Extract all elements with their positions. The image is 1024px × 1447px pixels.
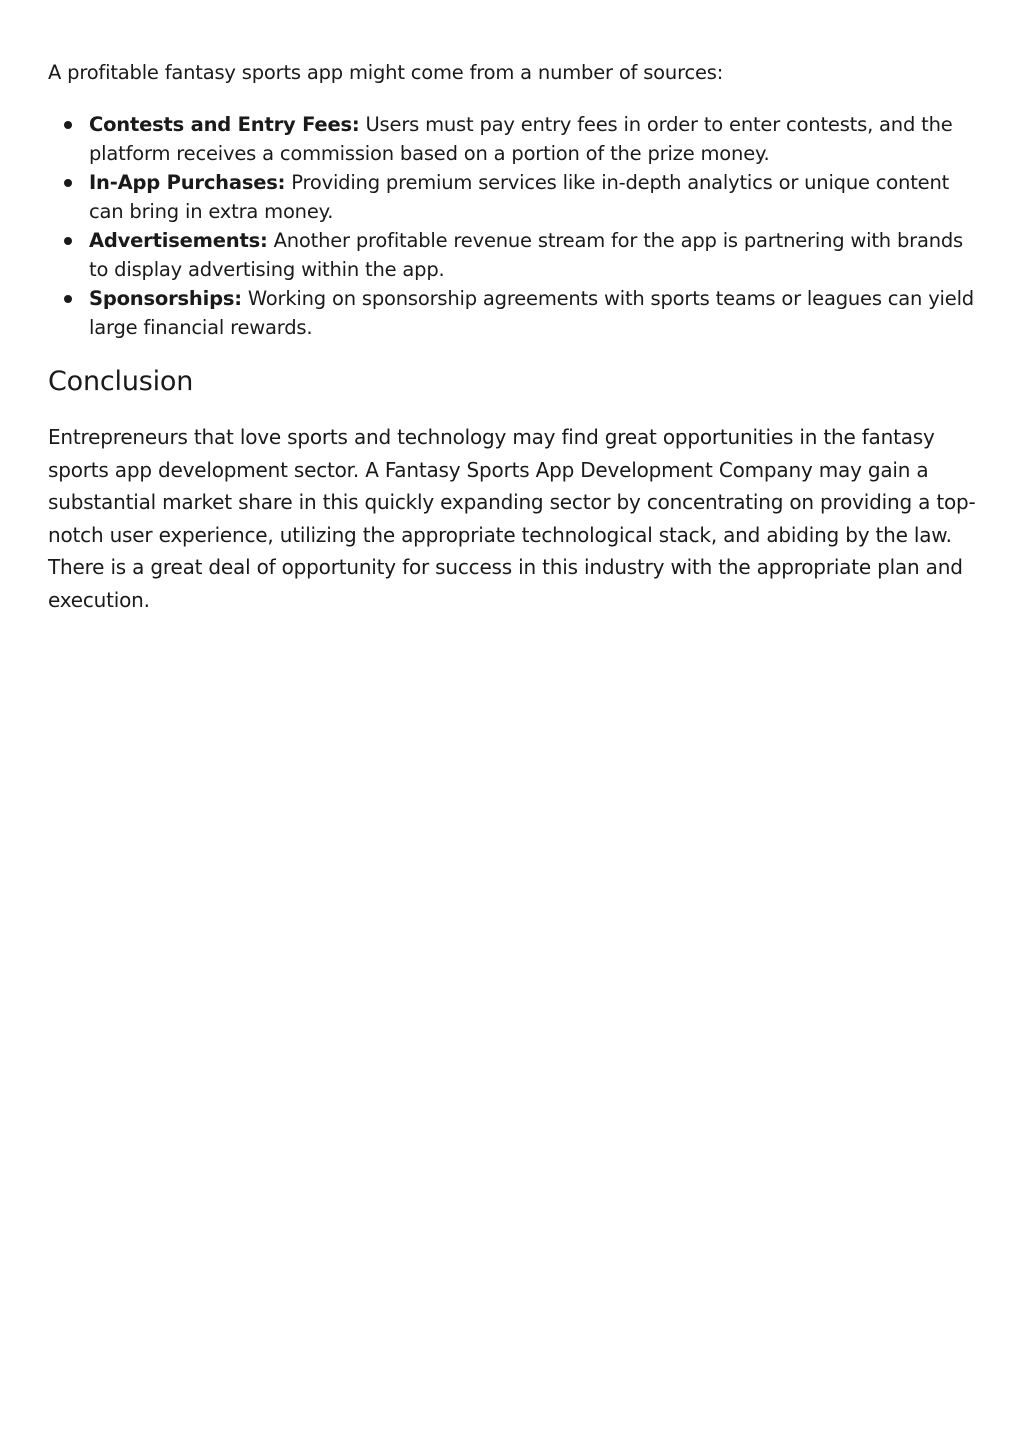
list-item-term: Advertisements: xyxy=(89,229,268,252)
conclusion-paragraph: Entrepreneurs that love sports and technology may find great opportunities in the fantasy sports app development sector. A Fantasy Sports App Development Company may gain a substantial market share in this quickly expanding sector by concentrating on providing a top-notch user experience, utilizing the appropriate technological stack, and abiding by the law. There is a great deal of opportunity for success in this industry with the appropriate plan and execution. xyxy=(48,425,976,612)
list-item-text: Another profitable revenue stream for the app is partnering with brands to display advertising within the app. xyxy=(89,229,964,281)
list-item-term: In-App Purchases: xyxy=(89,171,286,194)
list-item xyxy=(48,226,978,284)
document-page xyxy=(48,58,978,617)
list-item-text: Users must pay entry fees in order to enter contests, and the platform receives a commission based on a portion of the prize money. xyxy=(89,113,953,165)
conclusion-heading: Conclusion xyxy=(48,366,194,397)
list-item xyxy=(48,284,978,342)
bullet-icon xyxy=(64,179,72,187)
bullet-icon xyxy=(64,237,72,245)
bullet-icon xyxy=(64,295,72,303)
list-item-text: Providing premium services like in-depth analytics or unique content can bring in extra money. xyxy=(89,171,950,223)
list-item xyxy=(48,110,978,168)
list-item xyxy=(48,168,978,226)
list-item-term: Sponsorships: xyxy=(89,287,242,310)
intro-paragraph: A profitable fantasy sports app might come from a number of sources: xyxy=(48,61,724,84)
revenue-sources-list xyxy=(48,110,978,342)
list-item-text: Working on sponsorship agreements with sports teams or leagues can yield large financial rewards. xyxy=(89,287,974,339)
bullet-icon xyxy=(64,121,72,129)
list-item-term: Contests and Entry Fees: xyxy=(89,113,360,136)
